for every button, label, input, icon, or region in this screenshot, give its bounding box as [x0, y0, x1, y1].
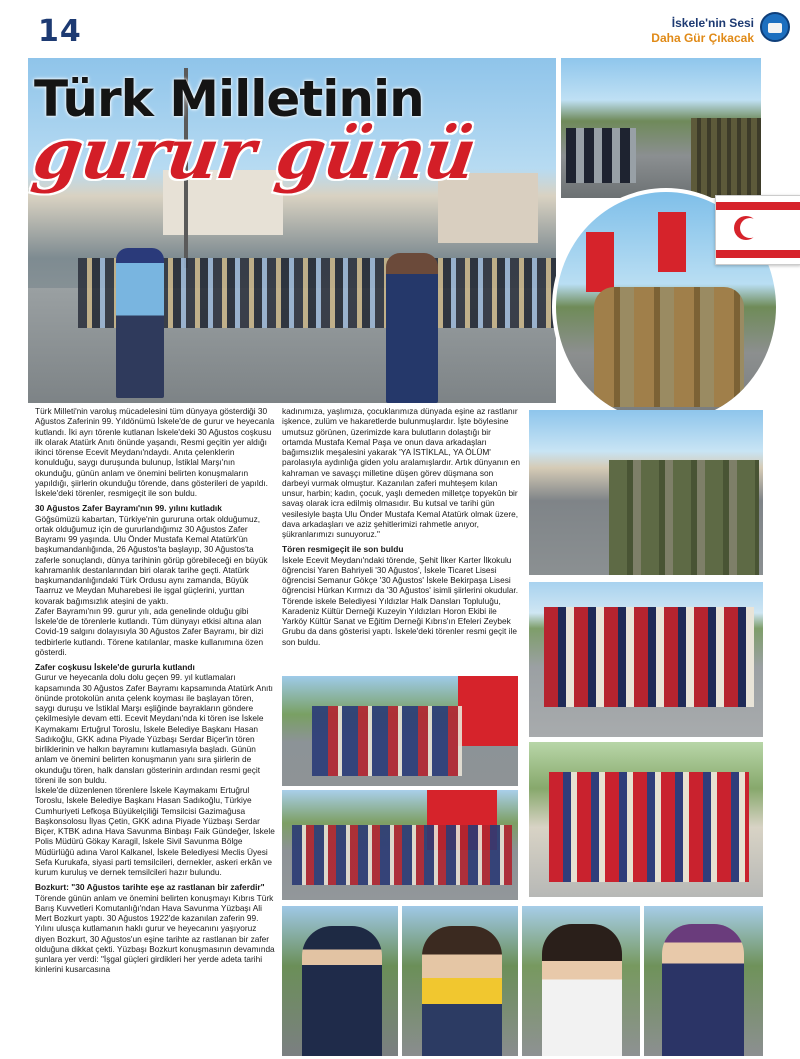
photo-man-in-suit — [386, 253, 438, 403]
article-column-1 — [35, 406, 275, 975]
section-title: Zafer coşkusu İskele'de gururla kutlandı — [35, 662, 195, 672]
headline-line-1: Türk Milletinin — [34, 70, 424, 128]
section-title: 30 Ağustos Zafer Bayramı'nın 99. yılını kutladık — [35, 503, 222, 514]
photo-troops — [691, 118, 761, 198]
iskele-municipality-logo-icon — [760, 12, 790, 42]
photo-dancers — [549, 772, 749, 882]
photo-dancers — [312, 706, 462, 776]
photo-officials-walking — [561, 58, 761, 198]
photo-girls-folk-dance — [529, 742, 763, 897]
article-paragraph: Göğsümüzü kabartan, Türkiye'nin gururuna ortak olduğumuz, ortak olduğumuz için de gururlandığımız 30 Ağustos Zafer Bayramı 99 yaşında. Ulu Önder Mustafa Kemal Atatürk'ün başkumandanlığında, 26 Ağustos'ta başlayıp, 30 Ağustos'ta zaferle sonuçlandı, dünya tarihinin görüp görebileceği en büyük kahramanlık destanlarından biri olarak tarihe geçti. Atatürk başkumandanlığındaki Türk Ordusu aynı zamanda, Büyük Taarruz ve Meydan Muharebesi ile işgal güçlerini, yurttan kovarak bağımsızlık ateşini de yaktı. — [35, 513, 268, 606]
headline-line-2: gurur günü — [28, 112, 481, 195]
flag-stripe — [716, 202, 800, 210]
article-paragraph: kadınımıza, yaşlımıza, çocuklarımıza dünyada eşine az rastlanır işkence, zulüm ve hakaretlerde bulunmuşlardır. İşte böylesine umutsuz görünen, üzerimizde kara bulutların dolaştığı bir ortamda Mustafa Kemal Paşa ve onun dava arkadaşları bağımsızlık meşalesini yakarak 'YA İSTİKLAL, YA ÖLÜM' parolasıyla aydınlığa giden yolu aralamışlardır. Artık dünyanın en kahraman ve savaşçı milletine düşen görev düşmana son darbeyi vurmak olmuştur. Kazanılan zaferi muhteşem kılan unsur, harbin; kadın, çocuk, yaşlı demeden milletçe topyekûn bir savaş olarak icra edilmiş olmasıdır. Bu kutsal ve tarihi gün vesilesiyle başta Ulu Önder Mustafa Kemal Atatürk olmak üzere, dava arkadaşları ve aziz şehitlerimizi rahmetle anıyor, şükranlarımızı sunuyoruz." — [282, 406, 520, 539]
photo-turkish-flag — [458, 676, 518, 746]
photo-person — [422, 926, 502, 1056]
section-title: Bozkurt: "30 Ağustos tarihte eşe az rastlanan bir zaferdir" — [35, 882, 265, 893]
page-number: 14 — [38, 14, 82, 49]
brand-line-1: İskele'nin Sesi — [671, 16, 754, 30]
photo-turkish-flag — [586, 232, 614, 292]
photo-soldiers — [594, 287, 744, 407]
photo-officer-speech — [282, 906, 398, 1056]
photo-dancers — [544, 607, 754, 707]
photo-student-poem-2 — [522, 906, 640, 1056]
article-paragraph: Gurur ve heyecanla dolu dolu geçen 99. yıl kutlamaları kapsamında 30 Ağustos Zafer Bayramı kapsamında Atatürk Anıtı önünde protokolün anıta çelenk koyması ile başlayan tören, saygı duruşu ve İstiklal Marşı eşliğinde bayrakların göndere çekilmesiyle devam etti. Ecevit Meydanı'nda ki tören ise İskele Kaymakamı Ertuğrul Toroslu, İskele Belediye Başkanı Hasan Sadıkoğlu, GKK adına Piyade Yüzbaşı Serdar Biçer'in tören birliklerinin ve halkın bayramını kutlamasıyla başladı. Günün anlam ve önemini belirten konuşmanın yanı sıra şiirlerin de okunduğu tören, halk dansları gösterinin ardından resmi geçit töreni ile son buldu. — [35, 672, 273, 785]
section-title: Tören resmigeçit ile son buldu — [282, 544, 404, 555]
trnc-flag-icon — [715, 195, 800, 265]
photo-turkish-flag — [658, 212, 686, 272]
article-intro: Türk Milleti'nin varoluş mücadelesini tüm dünyaya gösterdiği 30 Ağustos Zaferinin 99. Yıldönümü İskele'de de gurur ve heyecanla kutlandı. İki ayrı törenle kutlanan İskele'deki 30 Ağustos coşkusu ilk olarak Atatürk Anıtı önünde yaşandı, Resmi geçitin yer aldığı ikinci törense Ecevit Meydanı'ndaydı. Anıta çelenklerin konulduğu, saygı duruşunda bulunup, İstiklal Marşı'nın okunduğu, günün anlam ve önemini belirten konuşmaların yapıldığı, şiirlerin okunduğu törende, dans gösterileri de yapıldı. İskele'deki törenler, resmigeçit ile son buldu. — [35, 406, 275, 498]
photo-soldiers — [609, 460, 759, 575]
photo-zeybek-dance — [282, 790, 518, 900]
article-paragraph: İskele'de düzenlenen törenlere İskele Kaymakamı Ertuğrul Toroslu, İskele Belediye Başkanı Hasan Sadıkoğlu, Türkiye Cumhuriyeti Lefkoşa Büyükelçiliği Temsilcisi Gazimağusa Başkonsolosu İlyas Çetin, GKK adına Piyade Yüzbaşı Serdar Biçer, KTBK adına Hava Savunma Binbaşı Faik Gündeğer, İskele Polis Müdürü Gökay Karagil, İskele Sivil Savunma Bölge Müdürlüğü adına Varol Kalkanel, İskele Belediyesi Meclis Üyesi Sefa Kurukafa, siyasi parti temsilcileri, dernekler, askeri erkân ve kurum kuruluş ve dernek temsilcileri hazır bulundu. — [35, 785, 275, 877]
article-column-2 — [282, 406, 520, 647]
photo-dancers-with-flag — [529, 582, 763, 737]
photo-police-officer — [116, 248, 164, 398]
photo-parade-soldiers — [529, 410, 763, 575]
photo-person — [302, 926, 382, 1056]
flag-stripe — [716, 250, 800, 258]
photo-person — [662, 924, 744, 1056]
article-paragraph: Zafer Bayramı'nın 99. gurur yılı, ada genelinde olduğu gibi İskele'de de törenlerle kutlandı. Tüm dünyayı etkisi altına alan Covid-19 salgını dolayısıyla 30 Ağustos Zafer Bayramı, bir dizi tedbirlerle kutlandı. Törene katılanlar, maske kullanımına özen gösterdi. — [35, 605, 264, 657]
photo-person — [542, 924, 622, 1056]
article-paragraph: İskele Ecevit Meydanı'ndaki törende, Şehit İlker Karter İlkokulu öğrencisi Yaren Bahriyeli '30 Ağustos', İskele Ticaret Lisesi öğrencisi Semanur Gökçe '30 Ağustos' İskele Bekirpaşa Lisesi öğrencisi Hürkan Kırmızı da '30 Ağustos' isimli şiirlerini okudular. Törende iskele Belediyesi Yıldızlar Halk Dansları Topluluğu, Karadeniz Kültür Derneği Kuzeyin Yıldızları Horon Ekibi ile Yarköy Kültür Sanat ve Eğitim Derneği Kıbrıs'ın Efeleri Zeybek Grubu da dans gösterisi yaptı. İskele'deki törenler resmi geçit ile son buldu. — [282, 554, 519, 647]
article-paragraph: Törende günün anlam ve önemini belirten konuşmayı Kıbrıs Türk Barış Kuvvetleri Komutanlığı'ndan Hava Savunma Yüzbaşı Ali Mert Bozkurt yaptı. 30 Ağustos 1922'de kazanılan zaferin 99. Yılını ulusça kutlamanın haklı gurur ve heyecanını yaşıyoruz diyen Bozkurt, 30 Ağustos'un eşine tarihte az rastlanan bir zafer olduğuna dikkat çekti. Yüzbaşı Bozkurt konuşmasının devamında şunlara yer verdi: "İşgal güçleri girdikleri her yerde adeta tarihi kinlerini kusarcasına — [35, 892, 275, 975]
brand-line-2: Daha Gür Çıkacak — [651, 31, 754, 45]
photo-student-poem-3 — [644, 906, 763, 1056]
photo-dancers — [292, 825, 512, 885]
photo-horon-dance — [282, 676, 518, 786]
brand-tagline — [651, 16, 754, 46]
photo-student-poem-1 — [402, 906, 518, 1056]
crescent-icon — [734, 216, 758, 240]
photo-officials — [566, 128, 636, 183]
